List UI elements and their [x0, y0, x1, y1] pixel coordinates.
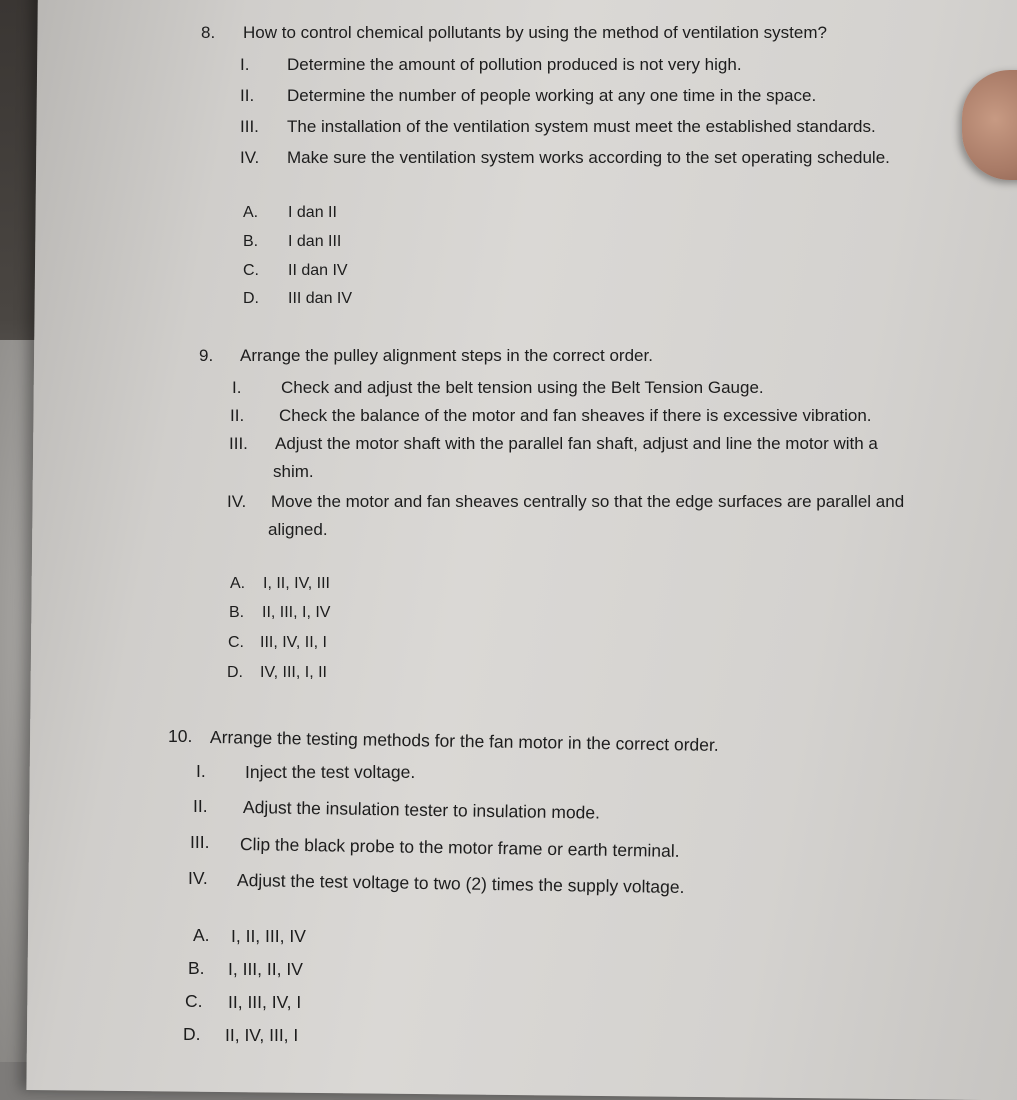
statement-num: I. [196, 761, 206, 781]
statement-text: Move the motor and fan sheaves centrally so that the edge surfaces are parallel and [271, 492, 905, 511]
choice-text: I, II, IV, III [263, 575, 330, 592]
choice-text: II dan IV [288, 262, 348, 279]
question-text: How to control chemical pollutants by using the method of ventilation system? [243, 23, 827, 42]
question-number: 10. [168, 726, 193, 746]
statement-num: II. [193, 796, 208, 816]
choice-letter: A. [193, 925, 210, 945]
choice-letter: A. [230, 575, 246, 592]
choice-letter: D. [243, 290, 259, 307]
choice-text: III, IV, II, I [260, 634, 327, 651]
choice-letter: B. [188, 958, 205, 978]
statement-text: Determine the number of people working at any one time in the space. [287, 86, 817, 105]
choice-text: II, III, IV, I [228, 992, 302, 1012]
choice-letter: B. [229, 604, 245, 621]
statement-continuation: shim. [273, 462, 314, 481]
statement-continuation: aligned. [268, 520, 328, 539]
choice-letter: D. [227, 664, 243, 681]
statement-num: III. [190, 832, 210, 852]
statement-num: III. [229, 434, 248, 453]
choice-letter: D. [183, 1024, 201, 1044]
statement-text: Determine the amount of pollution produced is not very high. [287, 55, 742, 74]
statement-num: IV. [188, 868, 208, 888]
statement-text: Adjust the test voltage to two (2) times the supply voltage. [236, 870, 685, 898]
statement-num: I. [240, 55, 250, 74]
choice-text: I dan II [288, 204, 337, 221]
question-number: 9. [199, 346, 214, 365]
statement-text: Inject the test voltage. [245, 762, 416, 782]
choice-letter: A. [243, 204, 259, 221]
choice-text: I, II, III, IV [231, 926, 306, 946]
statement-text: Check and adjust the belt tension using the Belt Tension Gauge. [281, 378, 764, 397]
statement-num: I. [232, 378, 242, 397]
statement-text: Adjust the motor shaft with the parallel fan shaft, adjust and line the motor with a [275, 434, 878, 453]
statement-text: Make sure the ventilation system works according to the set operating schedule. [287, 148, 890, 167]
statement-num: IV. [240, 148, 260, 167]
question-text: Arrange the pulley alignment steps in the correct order. [240, 346, 653, 365]
statement-num: II. [240, 86, 255, 105]
statement-text: Check the balance of the motor and fan sheaves if there is excessive vibration. [279, 406, 872, 425]
statement-num: III. [240, 117, 259, 136]
choice-text: III dan IV [288, 290, 353, 307]
choice-text: II, III, I, IV [262, 604, 331, 621]
question-text: Arrange the testing methods for the fan motor in the correct order. [209, 727, 719, 755]
statement-text: Adjust the insulation tester to insulation mode. [242, 797, 601, 823]
choice-text: I dan III [288, 233, 342, 250]
choice-letter: C. [228, 634, 244, 651]
statement-num: II. [230, 406, 245, 425]
choice-letter: B. [243, 233, 259, 250]
choice-letter: C. [185, 991, 203, 1011]
statement-text: The installation of the ventilation system must meet the established standards. [287, 117, 876, 136]
question-number: 8. [201, 23, 216, 42]
statement-text: Clip the black probe to the motor frame or earth terminal. [239, 834, 680, 861]
choice-text: IV, III, I, II [260, 664, 327, 681]
choice-text: II, IV, III, I [225, 1025, 299, 1045]
choice-text: I, III, II, IV [228, 959, 303, 979]
statement-num: IV. [227, 492, 247, 511]
choice-letter: C. [243, 262, 259, 279]
